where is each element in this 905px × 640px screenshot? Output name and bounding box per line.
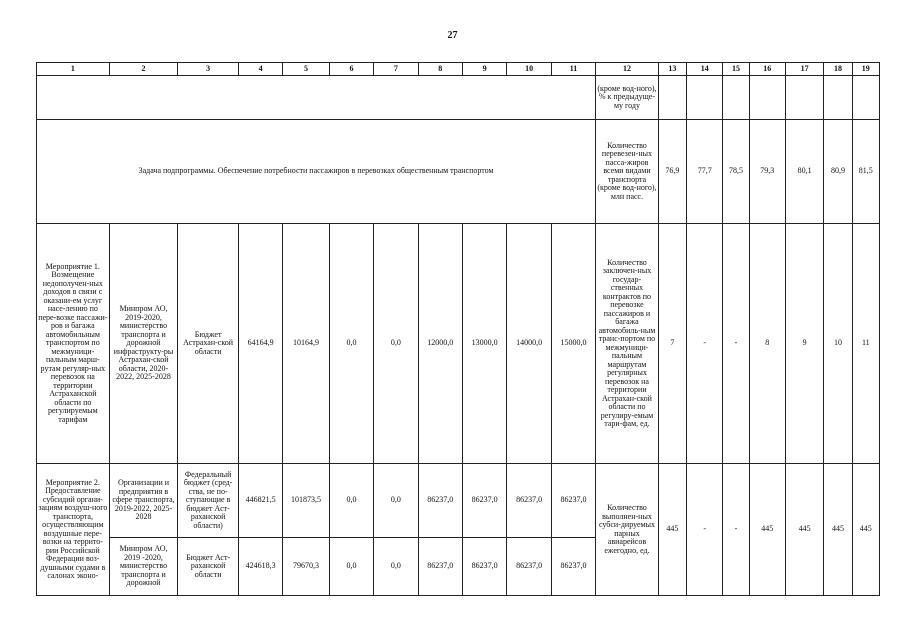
amount-cell: 14000,0 bbox=[507, 224, 551, 464]
value-cell: 445 bbox=[785, 464, 823, 596]
measure-2-row-a bbox=[37, 464, 880, 538]
amount-cell: 13000,0 bbox=[462, 224, 506, 464]
value-cell: 79,3 bbox=[749, 120, 785, 224]
value-cell: 77,7 bbox=[687, 120, 723, 224]
column-header: 16 bbox=[749, 63, 785, 76]
amount-cell: 446821,5 bbox=[238, 464, 282, 538]
value-cell: 11 bbox=[852, 224, 879, 464]
amount-cell: 86237,0 bbox=[507, 538, 551, 596]
task-row bbox=[37, 120, 880, 224]
value-cell: 7 bbox=[658, 224, 686, 464]
column-header: 9 bbox=[462, 63, 506, 76]
executor-cell: Минпром АО, 2019-2020, министерство транспорта и дорожной инфраструкту-ры Астрахан-ской области, 2020-2022, 2025-2028 bbox=[109, 224, 178, 464]
amount-cell: 101873,5 bbox=[283, 464, 329, 538]
value-cell: 78,5 bbox=[723, 120, 749, 224]
amount-cell: 0,0 bbox=[374, 538, 418, 596]
value-cell: - bbox=[687, 464, 723, 596]
continuation-row bbox=[37, 76, 880, 120]
measure-name: Мероприятие 2. Предоставление субсидий органи-зациям воздуш-ного транспорта, осуществляющим воздушные пере-возки на террито-рии Российской Федерации воз-душными судами в салонах эконо- bbox=[37, 464, 110, 596]
amount-cell: 86237,0 bbox=[462, 538, 506, 596]
blank-cell bbox=[852, 76, 879, 120]
column-header: 17 bbox=[785, 63, 823, 76]
task-title: Задача подпрограммы. Обеспечение потребности пассажиров в перевозках общественным транспортом bbox=[37, 120, 596, 224]
amount-cell: 86237,0 bbox=[418, 538, 462, 596]
column-header: 4 bbox=[238, 63, 282, 76]
column-header: 19 bbox=[852, 63, 879, 76]
amount-cell: 424618,3 bbox=[238, 538, 282, 596]
value-cell: 445 bbox=[824, 464, 852, 596]
amount-cell: 0,0 bbox=[374, 464, 418, 538]
amount-cell: 64164,9 bbox=[238, 224, 282, 464]
amount-cell: 86237,0 bbox=[462, 464, 506, 538]
value-cell: - bbox=[723, 224, 749, 464]
amount-cell: 79670,3 bbox=[283, 538, 329, 596]
source-cell: Бюджет Астрахан-ской области bbox=[178, 224, 239, 464]
blank-cell bbox=[37, 76, 596, 120]
program-table bbox=[36, 62, 880, 596]
value-cell: 80,1 bbox=[785, 120, 823, 224]
value-cell: 445 bbox=[749, 464, 785, 596]
executor-cell: Минпром АО, 2019 -2020, министерство транспорта и дорожной bbox=[109, 538, 178, 596]
source-cell: Федеральный бюджет (сред-ства, не по-ступающие в бюджет Аст-раханской области) bbox=[178, 464, 239, 538]
column-header: 15 bbox=[723, 63, 749, 76]
column-header: 11 bbox=[551, 63, 595, 76]
amount-cell: 10164,9 bbox=[283, 224, 329, 464]
source-cell: Бюджет Аст-раханской области bbox=[178, 538, 239, 596]
value-cell: 8 bbox=[749, 224, 785, 464]
value-cell: 9 bbox=[785, 224, 823, 464]
value-cell: - bbox=[687, 224, 723, 464]
indicator-cell: Количество выполнен-ных субси-дируемых парных авиарейсов ежегодно, ед. bbox=[596, 464, 659, 596]
blank-cell bbox=[687, 76, 723, 120]
measure-1-row bbox=[37, 224, 880, 464]
amount-cell: 86237,0 bbox=[551, 464, 595, 538]
column-header: 6 bbox=[329, 63, 373, 76]
amount-cell: 0,0 bbox=[374, 224, 418, 464]
blank-cell bbox=[658, 76, 686, 120]
amount-cell: 0,0 bbox=[329, 538, 373, 596]
column-header: 12 bbox=[596, 63, 659, 76]
value-cell: 81,5 bbox=[852, 120, 879, 224]
amount-cell: 86237,0 bbox=[551, 538, 595, 596]
column-header: 7 bbox=[374, 63, 418, 76]
amount-cell: 86237,0 bbox=[507, 464, 551, 538]
page-number: 27 bbox=[447, 30, 458, 41]
column-header: 14 bbox=[687, 63, 723, 76]
column-header: 2 bbox=[109, 63, 178, 76]
column-header: 13 bbox=[658, 63, 686, 76]
amount-cell: 15000,0 bbox=[551, 224, 595, 464]
amount-cell: 0,0 bbox=[329, 224, 373, 464]
indicator-cell: (кроме вод-ного), % к предыдуще-му году bbox=[596, 76, 659, 120]
blank-cell bbox=[785, 76, 823, 120]
indicator-cell: Количество перевезен-ных пасса-жиров всеми видами транспорта (кроме вод-ного), млн пасс. bbox=[596, 120, 659, 224]
column-number-row bbox=[37, 63, 880, 76]
column-header: 8 bbox=[418, 63, 462, 76]
column-header: 1 bbox=[37, 63, 110, 76]
column-header: 3 bbox=[178, 63, 239, 76]
value-cell: - bbox=[723, 464, 749, 596]
value-cell: 445 bbox=[658, 464, 686, 596]
amount-cell: 86237,0 bbox=[418, 464, 462, 538]
value-cell: 445 bbox=[852, 464, 879, 596]
value-cell: 10 bbox=[824, 224, 852, 464]
column-header: 18 bbox=[824, 63, 852, 76]
blank-cell bbox=[824, 76, 852, 120]
blank-cell bbox=[749, 76, 785, 120]
measure-name: Мероприятие 1. Возмещение недополучен-ных доходов в связи с оказани-ем услуг насе-лению по пере-возке пассажи-ров и багажа автомобильным транспортом по межмуници-пальным марш-рутам регуляр-ных перевозок на территории Астраханской области по регулируемым тарифам bbox=[37, 224, 110, 464]
column-header: 5 bbox=[283, 63, 329, 76]
amount-cell: 0,0 bbox=[329, 464, 373, 538]
value-cell: 80,9 bbox=[824, 120, 852, 224]
amount-cell: 12000,0 bbox=[418, 224, 462, 464]
value-cell: 76,9 bbox=[658, 120, 686, 224]
blank-cell bbox=[723, 76, 749, 120]
column-header: 10 bbox=[507, 63, 551, 76]
indicator-cell: Количество заключен-ных государ-ственных контрактов по перевозке пассажиров и багажа автомобиль-ным транс-портом по межмуници-пальным маршрутам регулярных перевозок на территории Астрахан-ской области по регулиру-емым тари-фам, ед. bbox=[596, 224, 659, 464]
executor-cell: Организации и предприятия в сфере транспорта, 2019-2022, 2025-2028 bbox=[109, 464, 178, 538]
